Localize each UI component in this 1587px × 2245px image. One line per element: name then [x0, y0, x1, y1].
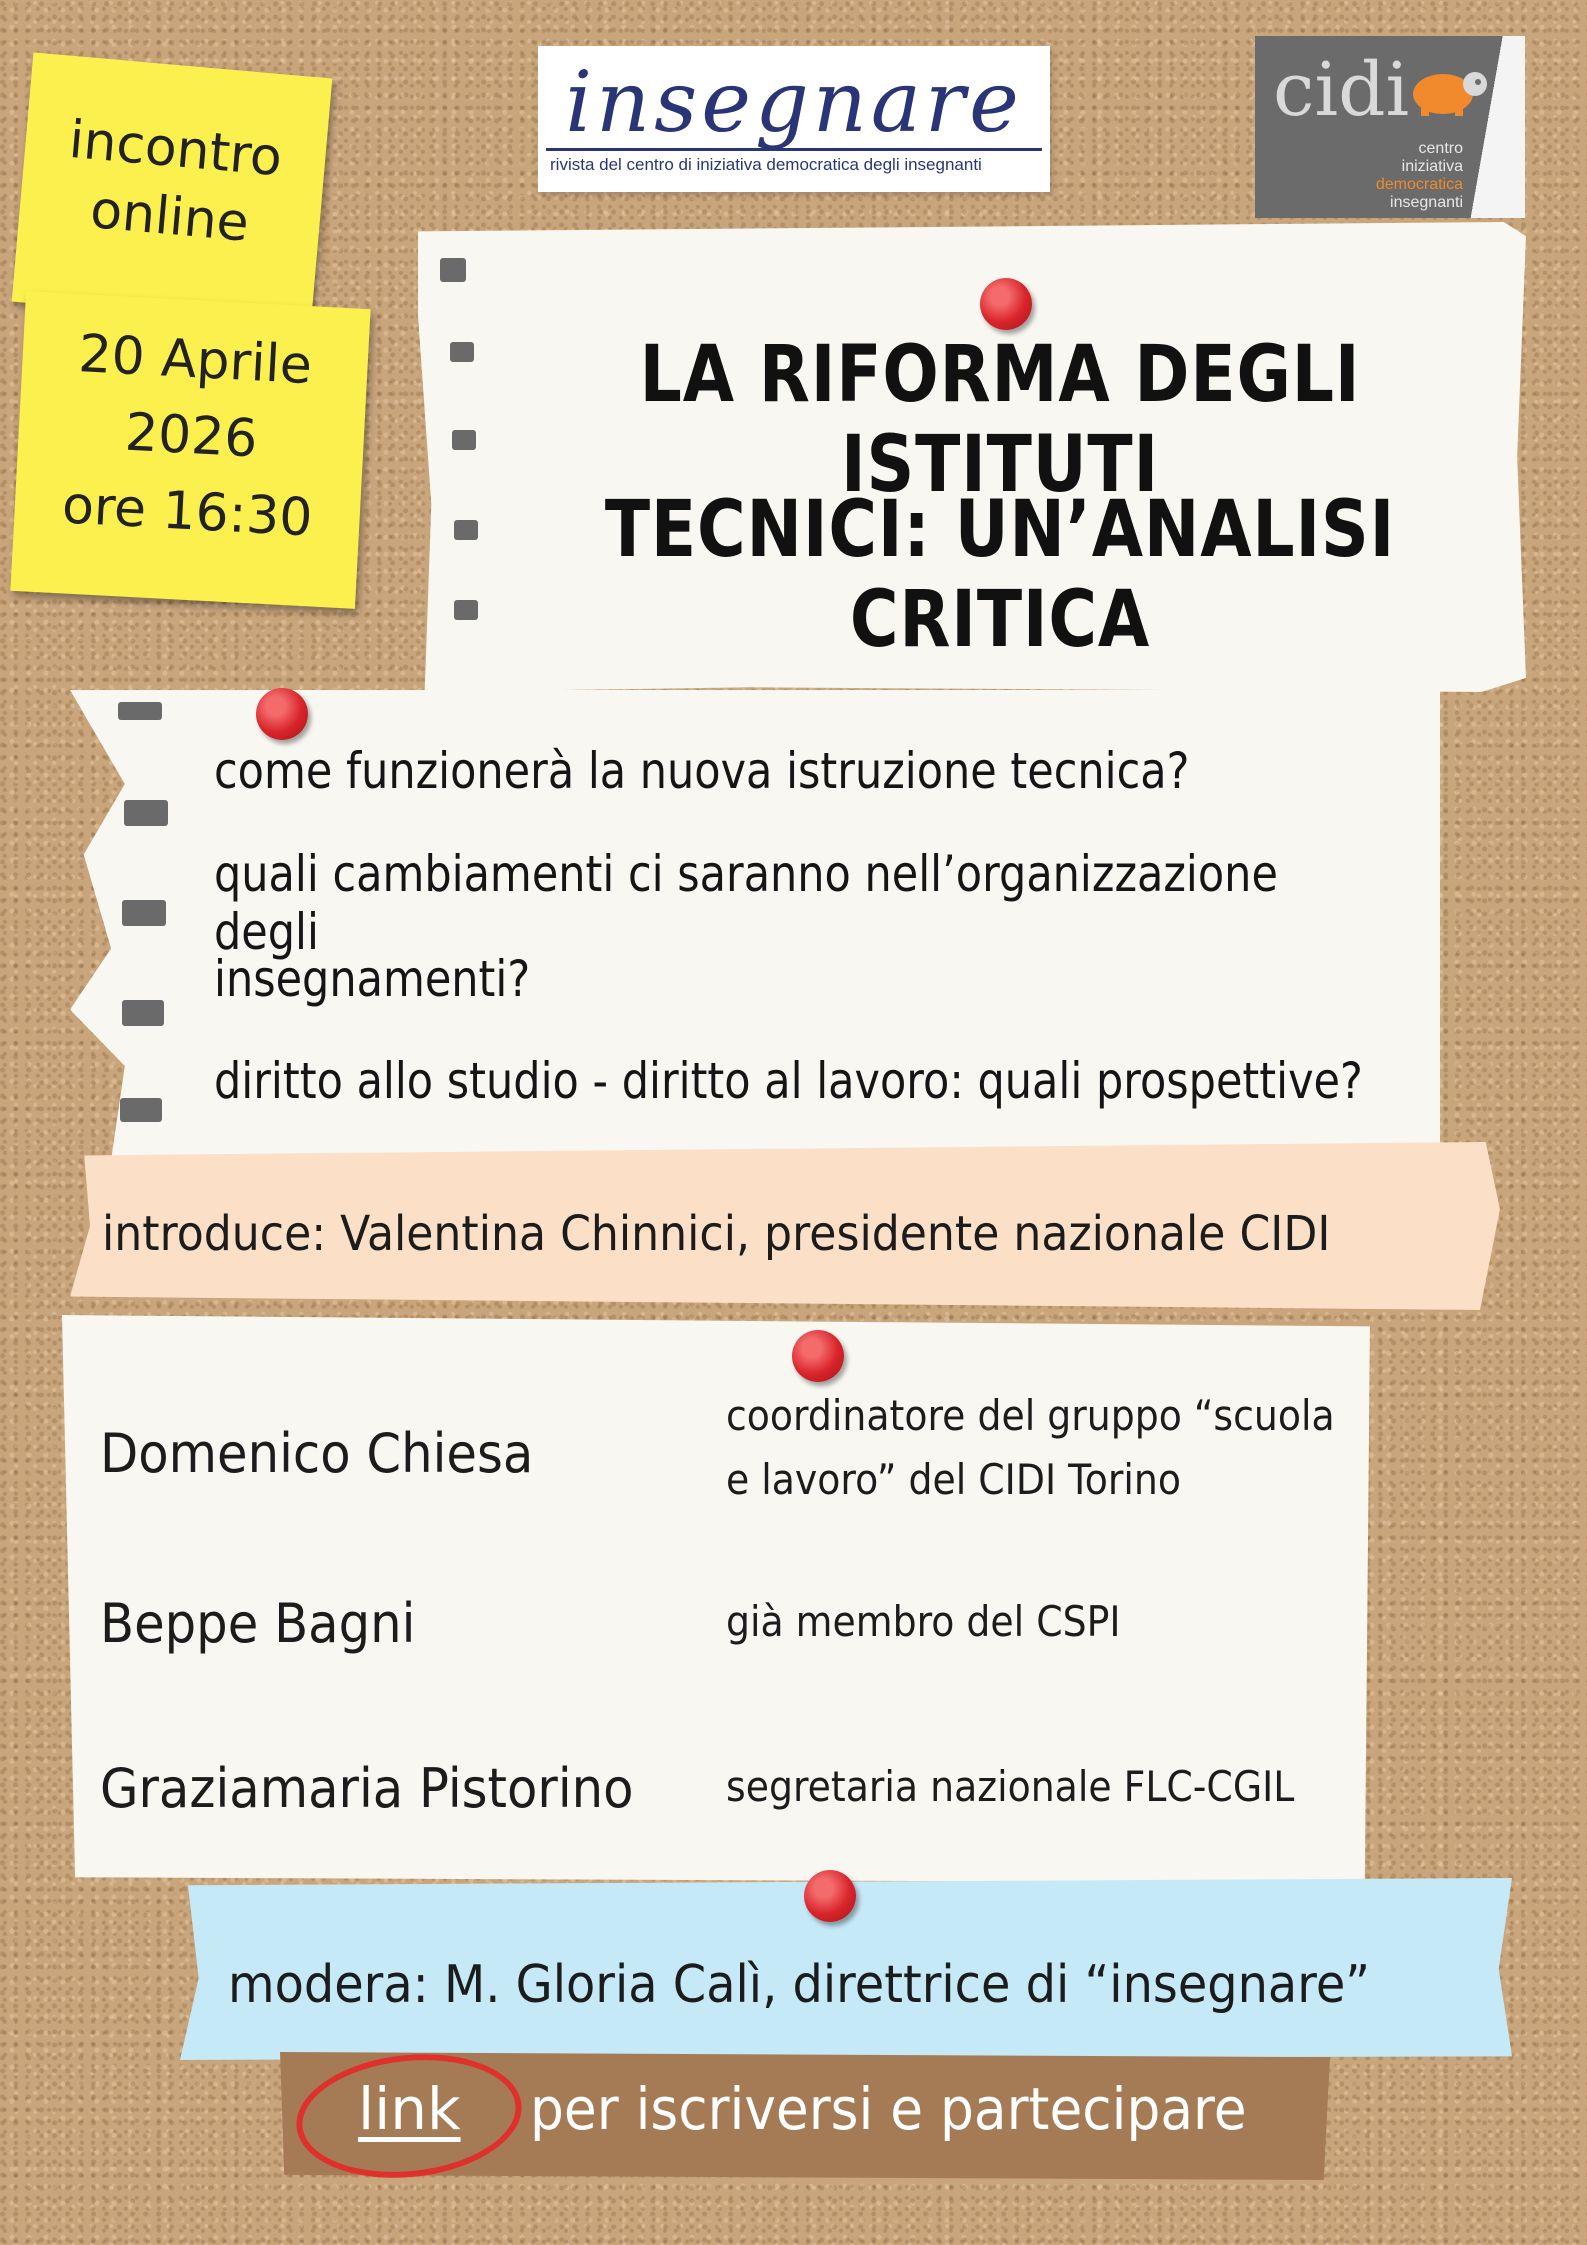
speaker-name: Graziamaria Pistorino	[100, 1757, 634, 1820]
question-3: diritto allo studio - diritto al lavoro: quali prospettive?	[214, 1052, 1363, 1110]
binder-hole	[454, 520, 478, 540]
question-2: quali cambiamenti ci saranno nell’organizzazione degli	[214, 845, 1278, 961]
cidi-sub-line4: insegnanti	[1390, 194, 1463, 211]
registration-text: per iscriversi e partecipare	[530, 2075, 1247, 2143]
binder-hole	[120, 1098, 162, 1122]
binder-hole	[122, 1000, 164, 1026]
binder-hole	[452, 430, 476, 450]
cidi-subtitle	[1376, 140, 1463, 212]
cidi-sub-line1: centro	[1418, 140, 1463, 157]
insegnare-logo	[538, 46, 1050, 192]
cidi-wordmark: cidi	[1273, 47, 1410, 133]
push-pin-icon	[804, 1870, 856, 1922]
insegnare-wordmark: insegnare	[565, 53, 1023, 151]
binder-hole	[450, 342, 474, 362]
introducer: introduce: Valentina Chinnici, presidente nazionale CIDI	[102, 1206, 1331, 1262]
sticky-format-line2: online	[88, 180, 252, 254]
turtle-icon	[1403, 58, 1493, 118]
event-time: ore 16:30	[60, 475, 314, 549]
sticky-note-date	[10, 291, 370, 609]
event-title-line2: TECNICI: UN’ANALISI CRITICA	[604, 485, 1396, 665]
moderator: modera: M. Gloria Calì, direttrice di “insegnare”	[228, 1955, 1371, 2015]
binder-hole	[122, 900, 166, 926]
cidi-sub-line2: iniziativa	[1401, 158, 1463, 175]
push-pin-icon	[980, 278, 1032, 330]
speaker-name: Domenico Chiesa	[100, 1422, 534, 1485]
binder-hole	[454, 600, 478, 620]
push-pin-icon	[792, 1330, 844, 1382]
question-1: come funzionerà la nuova istruzione tecnica?	[214, 742, 1190, 800]
speaker-role: già membro del CSPI	[726, 1597, 1121, 1646]
question-2-continued: insegnamenti?	[214, 950, 531, 1008]
registration-link[interactable]: link	[358, 2075, 461, 2143]
speaker-role: coordinatore del gruppo “scuola	[726, 1391, 1335, 1440]
binder-hole	[440, 258, 466, 282]
cidi-sub-line3: democratica	[1375, 176, 1463, 193]
binder-hole	[124, 800, 168, 826]
speaker-role: segretaria nazionale FLC-CGIL	[726, 1762, 1295, 1811]
binder-hole	[118, 702, 162, 720]
event-title-line1: LA RIFORMA DEGLI ISTITUTI	[639, 330, 1361, 510]
event-year: 2026	[123, 402, 259, 470]
speaker-name: Beppe Bagni	[100, 1592, 416, 1655]
sticky-format-line1: incontro	[66, 109, 285, 189]
cidi-logo	[1255, 36, 1525, 218]
event-date: 20 Aprile	[77, 324, 314, 397]
speaker-role-continued: e lavoro” del CIDI Torino	[726, 1455, 1182, 1504]
insegnare-tagline: rivista del centro di iniziativa democratica degli insegnanti	[550, 155, 982, 174]
sticky-note-format	[12, 52, 333, 327]
push-pin-icon	[256, 688, 308, 740]
